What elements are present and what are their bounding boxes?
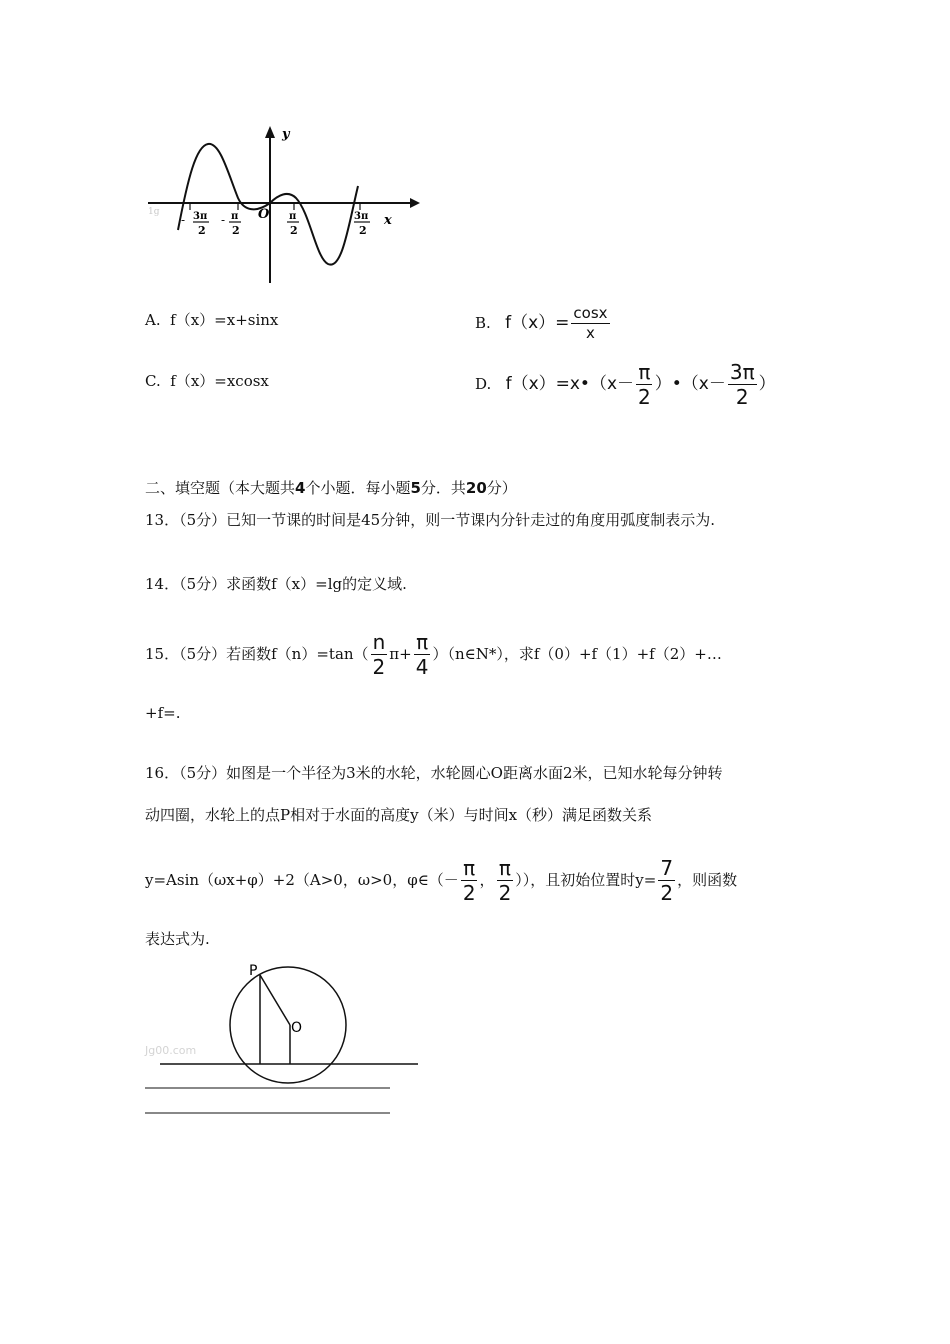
option-d-letter: D. <box>475 375 492 393</box>
option-b-numerator: cosx <box>573 304 608 322</box>
tick-neg-3pi2-num: 3π <box>193 211 208 222</box>
q16-l3-a: y=Asin（ωx+φ）+2（A>0，ω>0，φ∈（－ <box>145 871 459 889</box>
q16-fraction-3 <box>658 858 675 903</box>
question-15 <box>145 632 722 677</box>
tick-3pi2-num: 3π <box>354 211 369 222</box>
section-text-3: 分．共 <box>420 479 466 497</box>
tick-pi2-num: π <box>289 211 297 222</box>
q15-suffix: ）（n∈N*），求f（0）+f（1）+f（2）+… <box>432 645 722 663</box>
tick-neg-3pi2-sign: - <box>181 213 186 227</box>
q16-f2-den: 2 <box>498 881 512 905</box>
q15-f1-den: 2 <box>372 655 386 679</box>
option-d-f1-den: 2 <box>638 385 651 409</box>
tick-neg-pi2-sign: - <box>221 213 226 227</box>
question-15-line-2: +f=. <box>145 704 181 722</box>
x-axis-arrow <box>410 198 420 208</box>
curve <box>178 144 358 265</box>
q15-pi-plus: π+ <box>389 645 412 663</box>
water-wheel-figure <box>140 955 430 1125</box>
question-16-line-3 <box>145 858 737 903</box>
q16-fraction-2 <box>497 858 514 903</box>
point-p-label: P <box>249 963 258 979</box>
q16-f2-num: π <box>498 856 511 880</box>
section-text-1: 二、填空题（本大题共 <box>145 479 296 497</box>
option-d-mid: ）•（x－ <box>654 374 726 394</box>
center-o-label: O <box>291 1020 303 1036</box>
q16-l3-b: ）），且初始位置时y= <box>515 871 657 889</box>
option-d <box>475 362 776 407</box>
question-16-line-4: 表达式为. <box>145 930 210 948</box>
option-d-f2-den: 2 <box>735 385 749 409</box>
option-b-fraction <box>571 306 609 341</box>
option-b-prefix: f（x）= <box>505 313 570 333</box>
question-16-line-1: 16．（5分）如图是一个半径为3米的水轮，水轮圆心O距离水面2米，已知水轮每分钟转 <box>145 764 723 782</box>
option-a-text: f（x）=x+sinx <box>170 311 279 329</box>
tick-neg-pi2-den: 2 <box>232 224 240 237</box>
q16-fraction-1 <box>461 858 478 903</box>
option-b <box>475 306 612 341</box>
option-a-letter: A. <box>145 311 161 329</box>
q16-f1-den: 2 <box>462 881 476 905</box>
x-axis-label: x <box>384 213 392 228</box>
option-d-fraction-1 <box>636 362 653 407</box>
option-a <box>145 313 278 328</box>
q15-prefix: 15．（5分）若函数f（n）=tan（ <box>145 645 369 663</box>
y-axis-label: y <box>282 127 290 142</box>
q16-l3-comma: ， <box>479 871 495 889</box>
option-b-denominator: x <box>586 324 595 342</box>
tick-neg-pi2-num: π <box>231 211 239 222</box>
question-13: 13．（5分）已知一节课的时间是45分钟，则一节课内分针走过的角度用弧度制表示为. <box>145 511 715 529</box>
q15-fraction-2 <box>414 632 431 677</box>
q15-f2-num: π <box>416 630 429 654</box>
option-d-f2-num: 3π <box>729 360 755 384</box>
section-heading <box>145 477 517 498</box>
wheel-circle <box>230 967 346 1083</box>
function-graph <box>140 118 430 288</box>
y-axis-arrow <box>265 126 275 138</box>
section-count: 4 <box>295 479 306 497</box>
q15-f1-num: n <box>372 630 386 654</box>
tick-pi2-den: 2 <box>290 224 298 237</box>
option-c <box>145 374 269 389</box>
wheel-watermark: Jg00.com <box>145 1044 197 1057</box>
tick-3pi2-den: 2 <box>359 224 367 237</box>
graph-watermark: 1g <box>148 207 160 217</box>
q16-l3-c: ，则函数 <box>677 871 738 889</box>
option-d-f1-num: π <box>638 360 651 384</box>
q16-f3-num: 7 <box>660 856 674 880</box>
tick-neg-3pi2-den: 2 <box>198 224 206 237</box>
section-points-total: 20 <box>465 479 487 497</box>
origin-label: O <box>258 207 270 222</box>
q15-f2-den: 4 <box>415 655 429 679</box>
q16-f3-den: 2 <box>660 881 674 905</box>
section-text-2: 个小题．每小题 <box>305 479 411 497</box>
option-c-text: f（x）=xcosx <box>170 372 269 390</box>
option-d-prefix: f（x）=x•（x－ <box>505 374 635 394</box>
q15-fraction-1 <box>371 632 388 677</box>
option-d-suffix: ） <box>758 374 776 394</box>
radius-line <box>260 975 290 1025</box>
section-points-each: 5 <box>410 479 421 497</box>
option-c-letter: C. <box>145 372 161 390</box>
section-text-4: 分） <box>486 479 517 497</box>
option-b-letter: B. <box>475 314 491 332</box>
q16-f1-num: π <box>463 856 476 880</box>
question-16-line-2: 动四圈，水轮上的点P相对于水面的高度y（米）与时间x（秒）满足函数关系 <box>145 806 653 824</box>
option-d-fraction-2 <box>728 362 757 407</box>
question-14: 14．（5分）求函数f（x）=lg的定义域. <box>145 575 407 593</box>
